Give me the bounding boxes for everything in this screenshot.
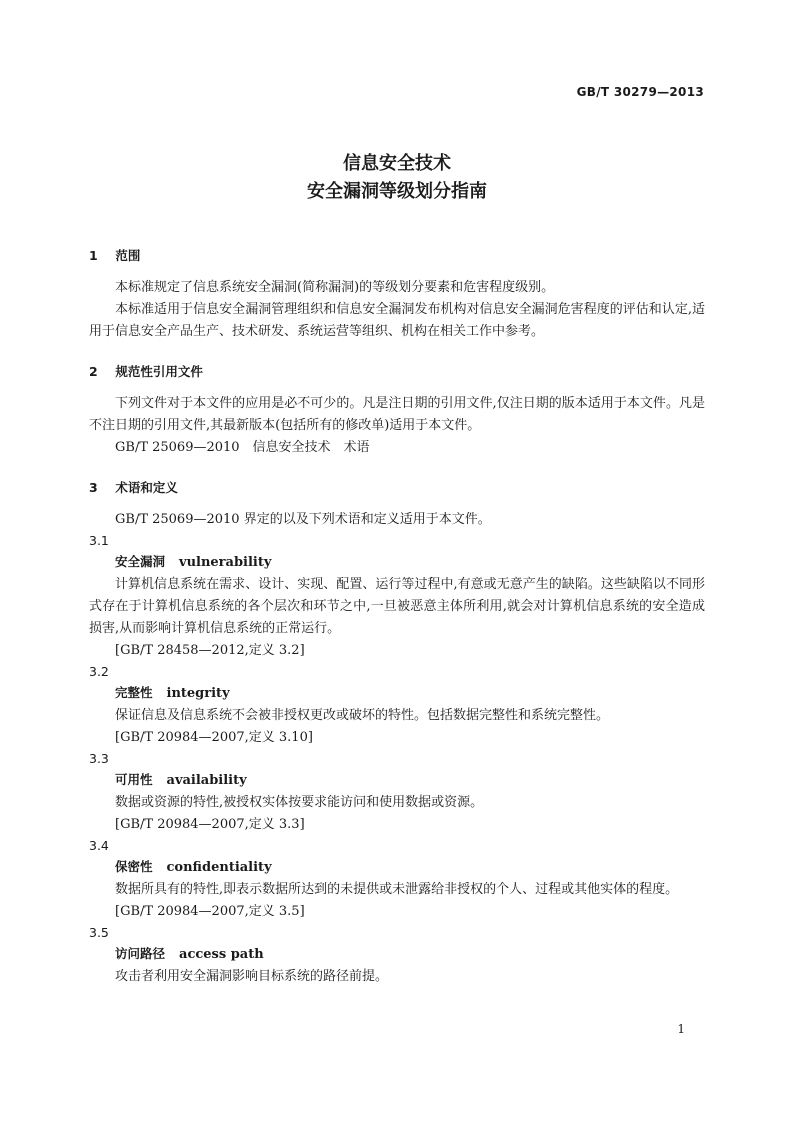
document-title <box>0 150 794 206</box>
term-number: 3.2 <box>89 664 109 679</box>
term-definition: 攻击者利用安全漏洞影响目标系统的路径前提。 <box>115 969 389 984</box>
term-source: [GB/T 20984—2007,定义 3.5] <box>115 904 305 919</box>
section-1-paragraph-1: 本标准规定了信息系统安全漏洞(简称漏洞)的等级划分要素和危害程度级别。 <box>115 280 555 295</box>
term-definition: 计算机信息系统在需求、设计、实现、配置、运行等过程中,有意或无意产生的缺陷。这些缺陷以不同形式存在于计算机信息系统的各个层次和环节之中,一旦被恶意主体所利用,就会对计算机信息系统的安全造成损害,从而影响计算机信息系统的正常运行。 <box>89 577 705 636</box>
section-title: 规范性引用文件 <box>115 364 203 379</box>
term-chinese: 完整性 <box>115 685 153 700</box>
section-title: 范围 <box>115 248 141 263</box>
term-chinese: 安全漏洞 <box>115 554 166 569</box>
term-english: availability <box>166 773 247 788</box>
page-number: 1 <box>677 1022 685 1036</box>
term-english: access path <box>179 947 264 962</box>
title-line-2: 安全漏洞等级划分指南 <box>307 181 487 202</box>
term-heading <box>89 551 705 574</box>
section-number: 3 <box>89 480 98 495</box>
term-heading <box>89 769 705 792</box>
section-title: 术语和定义 <box>115 480 178 495</box>
term-chinese: 保密性 <box>115 859 153 874</box>
section-3-heading <box>89 477 705 499</box>
term-number: 3.3 <box>89 751 109 766</box>
title-line-1: 信息安全技术 <box>343 153 451 174</box>
term-heading <box>89 943 705 966</box>
section-3-intro: GB/T 25069—2010 界定的以及下列术语和定义适用于本文件。 <box>115 512 491 527</box>
term-source: [GB/T 20984—2007,定义 3.10] <box>115 730 313 745</box>
term-definition: 保证信息及信息系统不会被非授权更改或破坏的特性。包括数据完整性和系统完整性。 <box>115 708 610 723</box>
term-heading <box>89 856 705 879</box>
section-1-heading <box>89 245 705 267</box>
section-2-paragraph-1: 下列文件对于本文件的应用是必不可少的。凡是注日期的引用文件,仅注日期的版本适用于本文件。凡是不注日期的引用文件,其最新版本(包括所有的修改单)适用于本文件。 <box>89 396 705 433</box>
term-english: integrity <box>166 686 230 701</box>
term-chinese: 可用性 <box>115 772 153 787</box>
standard-number: GB/T 30279—2013 <box>576 85 704 99</box>
term-number: 3.4 <box>89 838 109 853</box>
term-definition: 数据所具有的特性,即表示数据所达到的未提供或未泄露给非授权的个人、过程或其他实体的程度。 <box>115 882 679 897</box>
section-number: 2 <box>89 364 98 379</box>
term-english: vulnerability <box>179 555 272 570</box>
term-chinese: 访问路径 <box>115 946 166 961</box>
section-1-paragraph-2: 本标准适用于信息安全漏洞管理组织和信息安全漏洞发布机构对信息安全漏洞危害程度的评估和认定,适用于信息安全产品生产、技术研发、系统运营等组织、机构在相关工作中参考。 <box>89 302 705 339</box>
term-definition: 数据或资源的特性,被授权实体按要求能访问和使用数据或资源。 <box>115 795 484 810</box>
term-english: confidentiality <box>166 860 272 875</box>
section-number: 1 <box>89 248 98 263</box>
term-heading <box>89 682 705 705</box>
term-source: [GB/T 20984—2007,定义 3.3] <box>115 817 305 832</box>
document-body <box>89 245 705 988</box>
term-source: [GB/T 28458—2012,定义 3.2] <box>115 643 305 658</box>
term-number: 3.5 <box>89 925 109 940</box>
normative-reference: GB/T 25069—2010 信息安全技术 术语 <box>115 440 370 455</box>
section-2-heading <box>89 361 705 383</box>
term-number: 3.1 <box>89 533 109 548</box>
